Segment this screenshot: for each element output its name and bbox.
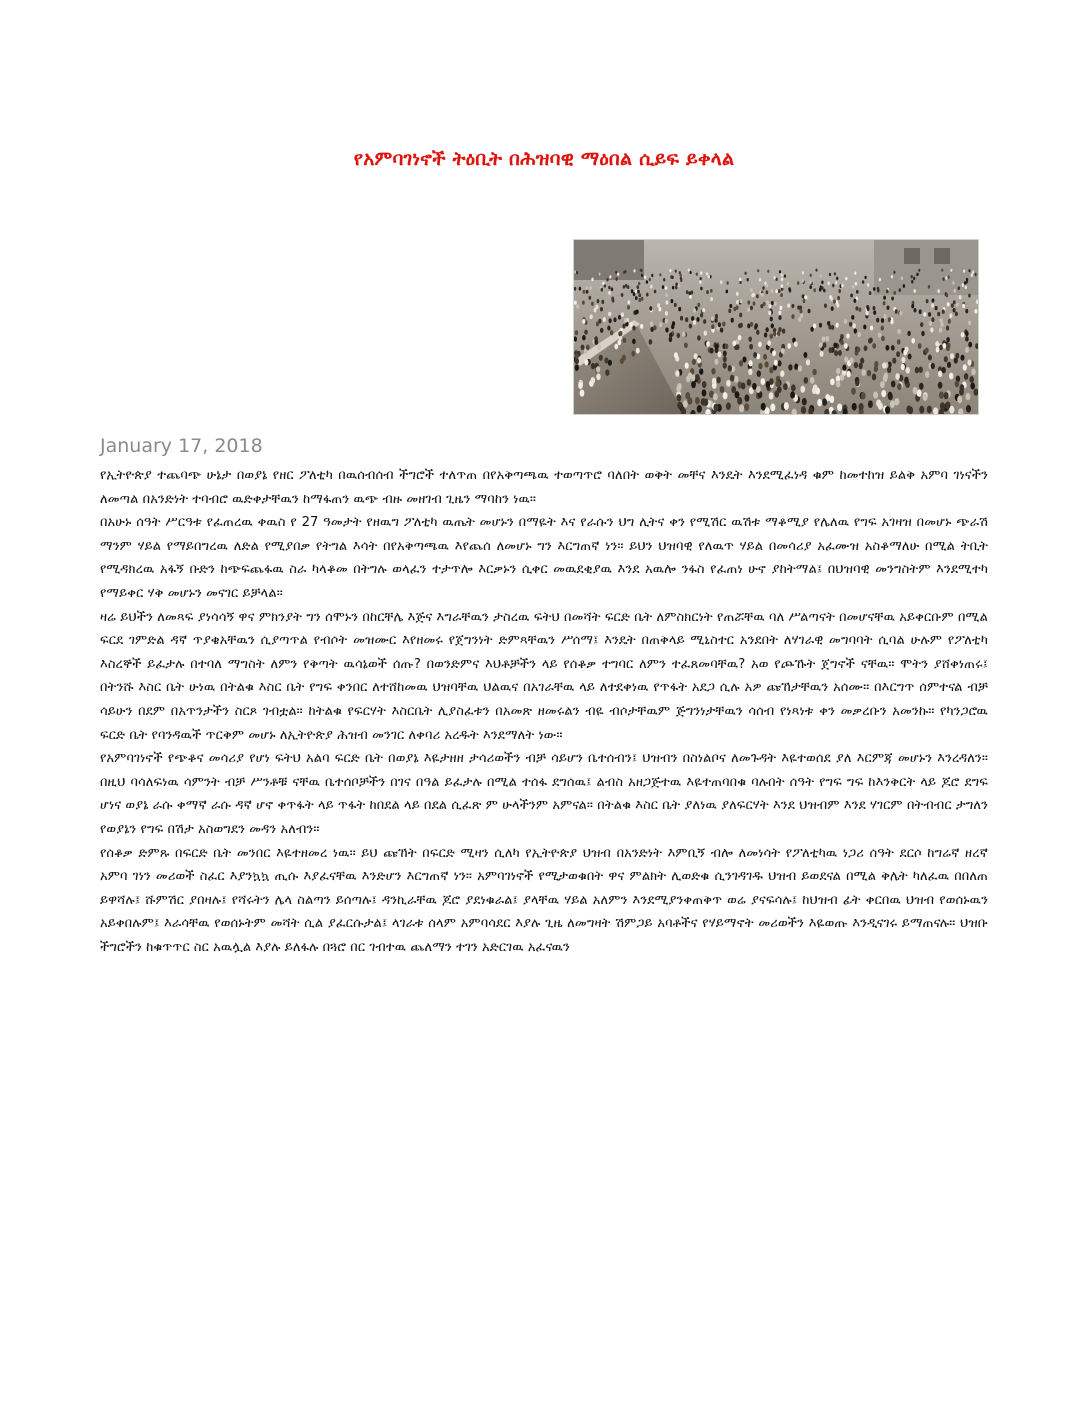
paragraph: በአሁኑ ሰዓት ሥርዓቱ የፈጠረዉ ቀዉስ የ 27 ዓመታት የዘዉግ ፖለቲካ ዉጤት መሆኑን በማዬት እና የራሱን ህግ ሊትና ቀን የሚሽር ዉሽቱ ማቆሚያ የሌለዉ የግፍ አገዛዝ በመሆኑ ጭራሽ ማንም ሃይል የማይበግረዉ ለድል የሚያበቃ የትግል እሳት በየአቅጣጫዉ እየጨሰ ለመሆኑ ግን እርግጠኛ ነን። ይህን ህዝባዊ የለዉጥ ሃይል በመሳሪያ አፈሙዝ አስቆማለሁ በሚል ትቢት የሚዳክረዉ አፋኝ ቡድን ከጭፍጨፋዉ ስራ ካላቆመ በትግሉ ወላፈን ተታጥሎ እርቃኑን ሲቀር መዉደቂያዉ እንደ አዉሎ ንፋስ የፈጠነ ሁኖ ያከትማል፤ በህዝባዊ መንግስትም እንደሚተካ የማይቀር ሃቅ መሆኑን መናገር ይቻላል። (100, 515, 988, 601)
crowd-photo-svg (574, 240, 978, 414)
article-body (100, 464, 988, 959)
paragraph: የአምባገነኖች የጭቆና መሳሪያ የሆነ ፍትህ አልባ ፍርድ ቤት በወያኔ እዬታዘዘ ታሳሪወችን ብቻ ሳይሆን ቤተሰብን፤ ህዝብን በስነልቦና ለመጉዳት እዬተወሰደ ያለ እርምጃ መሆኑን እንረዳለን። በዚህ ባሳለፍነዉ ሳምንት ብቻ ሥንቶቹ ናቸዉ ቤተሰቦቻችን በገና በዓል ይፈታሉ በሚል ተሰፋ ደግሰዉ፤ ልብስ አዘጋጅተዉ እዬተጠባበቁ ባሉበት ሰዓት የግፍ ግፍ ከእንቅርት ላይ ጆሮ ደግፍ ሆነና ወያኔ ራሱ ቀማኛ ራሱ ዳኛ ሆኖ ቀጥፋት ላይ ጥፋት ከበደል ላይ በደል ሲፈጽ ም ሁላችንም አምናል። በትልቁ እስር ቤት ያለነዉ ያለፍርሃት እንደ ህዝብም እንደ ሃገርም በትብብር ታግለን የወያኔን የግፍ በሽታ አስወግደን መዳን አለብን። (100, 751, 988, 837)
article-date: January 17, 2018 (100, 435, 263, 457)
article-title: የአምባገነኖች ትዕቢት በሕዝባዊ ማዕበል ሲይፍ ይቀላል (353, 148, 735, 170)
paragraph: የኢትዮጵያ ተጨባጭ ሁኔታ በወያኔ የዘር ፖለቲካ በዉሰብሰብ ችግሮች ተለጥጠ በየአቅጣጫዉ ተወጣጥሮ ባለበት ወቅት መቸና እንዴት እንደሚፈነዳ ቁም ከመተከዝ ይልቅ አምባ ገነናችን ለመጣል በአንድነት ተባብሮ ዉድቀታቸዉን ከማፋጠን ዉጭ ብዙ መዘገብ ጊዜን ማባከን ነዉ። (100, 468, 988, 507)
paragraph: ዛሬ ይህችን ለመጻፍ ያነሳሳኝ ዋና ምክንያት ግን ሰሞኑን በከርቸሌ እጅና እግራቸዉን ታስረዉ ፍትህ በመሻት ፍርድ ቤት ለምስክርነት የጠሯቸዉ ባለ ሥልጣናት በመሆናቸዉ አይቀርቡም በሚል ፍርደ ገምድል ዳኛ ጥያቄአቸዉን ሲያጣጥል የብሶት መዝሙር እየዘመሩ የጀግንነት ድምጻቸዉን ሥሰማ፤ እንዴት በጠቅላይ ሚኒስተር አንደበት ለሃገራዊ መግባባት ሲባል ሁሉም የፖለቲካ እስረኞች ይፈታሉ በተባለ ማግስት ለምን የቅጣት ዉሳኔወች ሰጡ? በወንድምና እህቶቻችን ላይ የሰቆቃ ተግባር ለምን ተፈጸመባቸዉ? አወ የጮኹት ጀግኖች ናቸዉ። ሞትን ያሸቀነጠሩ፤ በትንሹ እስር ቤት ሁነዉ በትልቁ እስር ቤት የግፍ ቀንበር ለተሸከመዉ ህዝባቸዉ ህልዉና በአገራቸዉ ላይ ለተደቀነዉ የጥፋት አደጋ ሲሉ አዎ ጩኸታቸዉን አሰሙ። በእርግጥ ሰምተናል ብቻ ሳይሁን በደም በአጥንታችን ስርጾ ገብቷል። ከትልቁ የፍርሃት እስርቤት ሊያስፈቱን በአመጽ ዘመሩልን ብዬ ብሶታቸዉም ጅግንነታቸዉን ሳሰብ የነጻነቱ ቀን መቃረቡን አመንኩ። የካንጋሮዉ ፍርድ ቤት የባንዳዉች ጥርቅም መሆኑ ለኢትዮጵያ ሕዝብ መንገር ለቀባሪ አረዱት እንደማለት ነው። (100, 609, 988, 743)
paragraph: የሰቆቃ ድምጹ በፍርድ ቤት መንበር እዬተዘመረ ነዉ። ይህ ጩኸት በፍርድ ሚዛን ሲለካ የኢትዮጵያ ህዝብ በአንድነት እምቢኝ ብሎ ለመነሳት የፖለቲካዉ ነጋሪ ሰዓት ደርሶ ከግሬኛ ዘረኛ አምባ ገነን መሪወች ስፈር እያንኳኳ ጢሱ እያፈናቸዉ እንድሆን እርግጠኛ ነን። አምባገነኖች የሚታወቁበት ዋና ምልክት ሊወድቁ ሲንገዳገዱ ህዝብ ይወደናል በሚል ቅሌት ካለፈዉ በበለጠ ይዋሻሉ፤ ሹምሽር ያበዛሉ፤ የሻሩትን ሌላ ስልጣን ይሰጣሉ፤ ዳንኪራቸዉ ጆሮ ያደነቁራል፤ ያላቸዉ ሃይል አለምን እንደሚያንቀጠቅጥ ወሬ ያናፍሳሉ፤ ከህዝብ ፊት ቀርበዉ ህዝብ የወሰኑዉን አይቀበሉም፤ እራሳቸዉ የወሰኑትም መሻት ሲል ያፈርሱታል፤ ላገራቱ ሰላም አምባሳደር እያሉ ጊዜ ለመግዛት ሽምጋይ አባቶችና የሃይማኖት መሪወችን እዬወጡ እንዲናገሩ ይማጠናሉ። ህዝቡ ችግሮችን ከቁጥጥር ስር አዉሏል እያሉ ይለፋሉ በጓሮ በር ገብተዉ ጨለማን ተገን አድርገዉ አፈናዉን (100, 845, 988, 955)
crowd-photo-icon (573, 239, 979, 415)
